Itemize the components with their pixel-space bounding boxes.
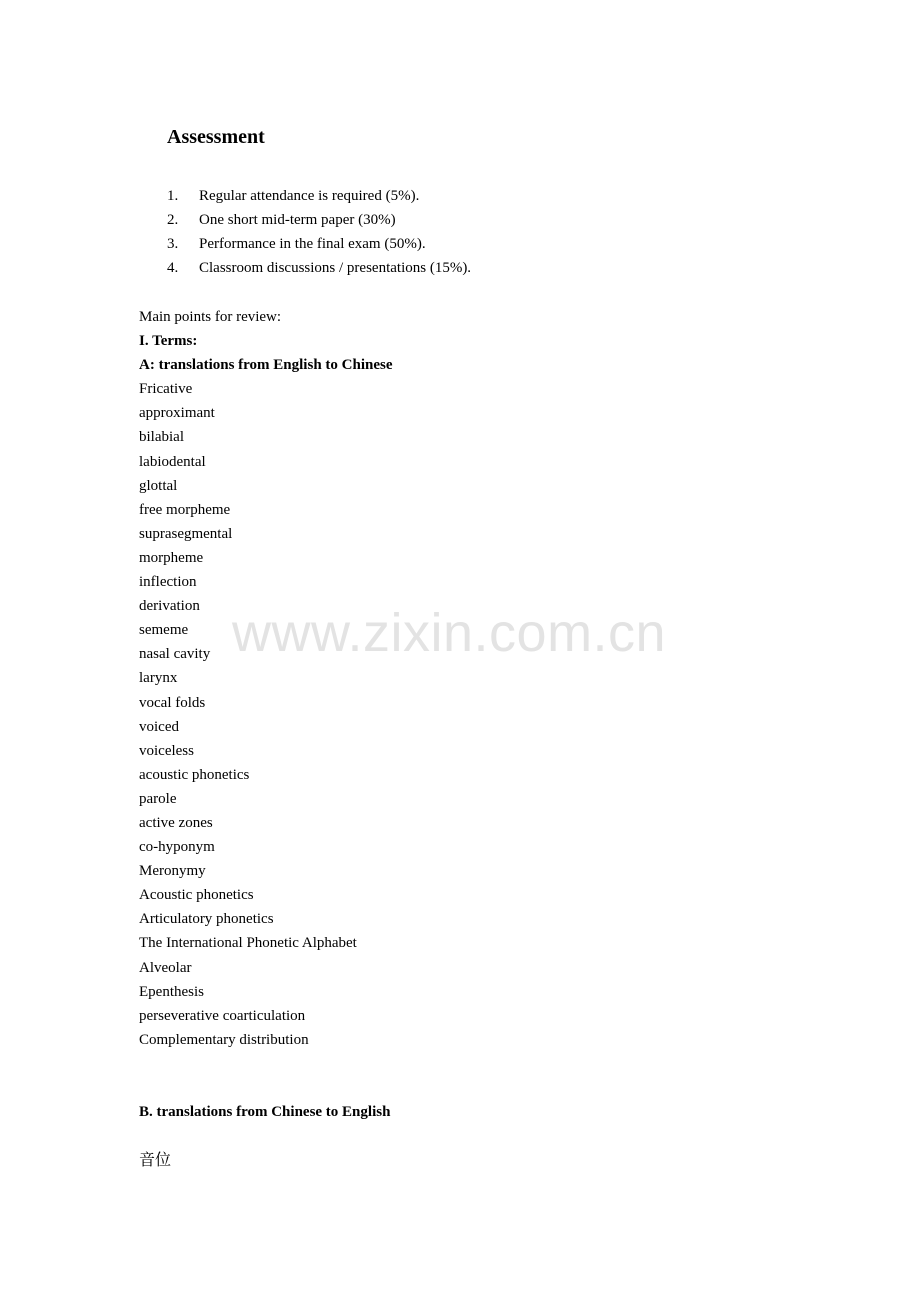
- term-item: sememe: [139, 622, 189, 639]
- assessment-item: [167, 256, 471, 280]
- term-item: glottal: [139, 477, 178, 494]
- term-b-item: 音位: [139, 1150, 172, 1169]
- term-item: perseverative coarticulation: [139, 1007, 306, 1024]
- term-item: Fricative: [139, 381, 193, 398]
- term-item: acoustic phonetics: [139, 766, 250, 783]
- term-item: parole: [139, 790, 177, 807]
- term-item: derivation: [139, 598, 200, 615]
- section-b-heading: B. translations from Chinese to English: [139, 1104, 391, 1120]
- item-number: 1.: [167, 188, 179, 204]
- item-text: Regular attendance is required (5%).: [199, 188, 420, 204]
- term-item: Articulatory phonetics: [139, 911, 274, 928]
- terms-heading: I. Terms:: [139, 333, 198, 350]
- item-number: 3.: [167, 236, 179, 252]
- term-item: voiced: [139, 718, 179, 735]
- term-item: Meronymy: [139, 863, 206, 880]
- term-item: The International Phonetic Alphabet: [139, 935, 357, 952]
- term-item: bilabial: [139, 429, 184, 446]
- terms-a-list: [139, 377, 393, 1052]
- review-intro: Main points for review:: [139, 309, 282, 325]
- item-text: One short mid-term paper (30%): [199, 212, 396, 228]
- term-item: larynx: [139, 670, 178, 687]
- item-text: Classroom discussions / presentations (15%).: [199, 260, 472, 276]
- term-item: inflection: [139, 574, 197, 591]
- term-item: Acoustic phonetics: [139, 887, 254, 904]
- term-item: labiodental: [139, 453, 206, 470]
- review-section: [139, 305, 393, 1052]
- assessment-item: [167, 184, 471, 208]
- assessment-item: [167, 208, 471, 232]
- page-title: Assessment: [167, 126, 265, 148]
- term-item: co-hyponym: [139, 839, 215, 856]
- term-item: voiceless: [139, 742, 194, 759]
- item-number: 2.: [167, 212, 179, 228]
- item-number: 4.: [167, 260, 179, 276]
- term-item: approximant: [139, 405, 215, 422]
- term-item: Complementary distribution: [139, 1031, 309, 1048]
- assessment-item: [167, 232, 471, 256]
- term-item: suprasegmental: [139, 525, 233, 542]
- term-item: Epenthesis: [139, 983, 204, 1000]
- item-text: Performance in the final exam (50%).: [199, 236, 426, 252]
- term-item: Alveolar: [139, 959, 192, 976]
- term-item: free morpheme: [139, 501, 231, 518]
- section-a-heading: A: translations from English to Chinese: [139, 357, 393, 374]
- watermark: www.zixin.com.cn: [232, 603, 667, 663]
- assessment-list: [167, 184, 471, 280]
- term-item: morpheme: [139, 549, 204, 566]
- term-item: active zones: [139, 814, 213, 831]
- term-item: vocal folds: [139, 694, 206, 711]
- term-item: nasal cavity: [139, 646, 211, 663]
